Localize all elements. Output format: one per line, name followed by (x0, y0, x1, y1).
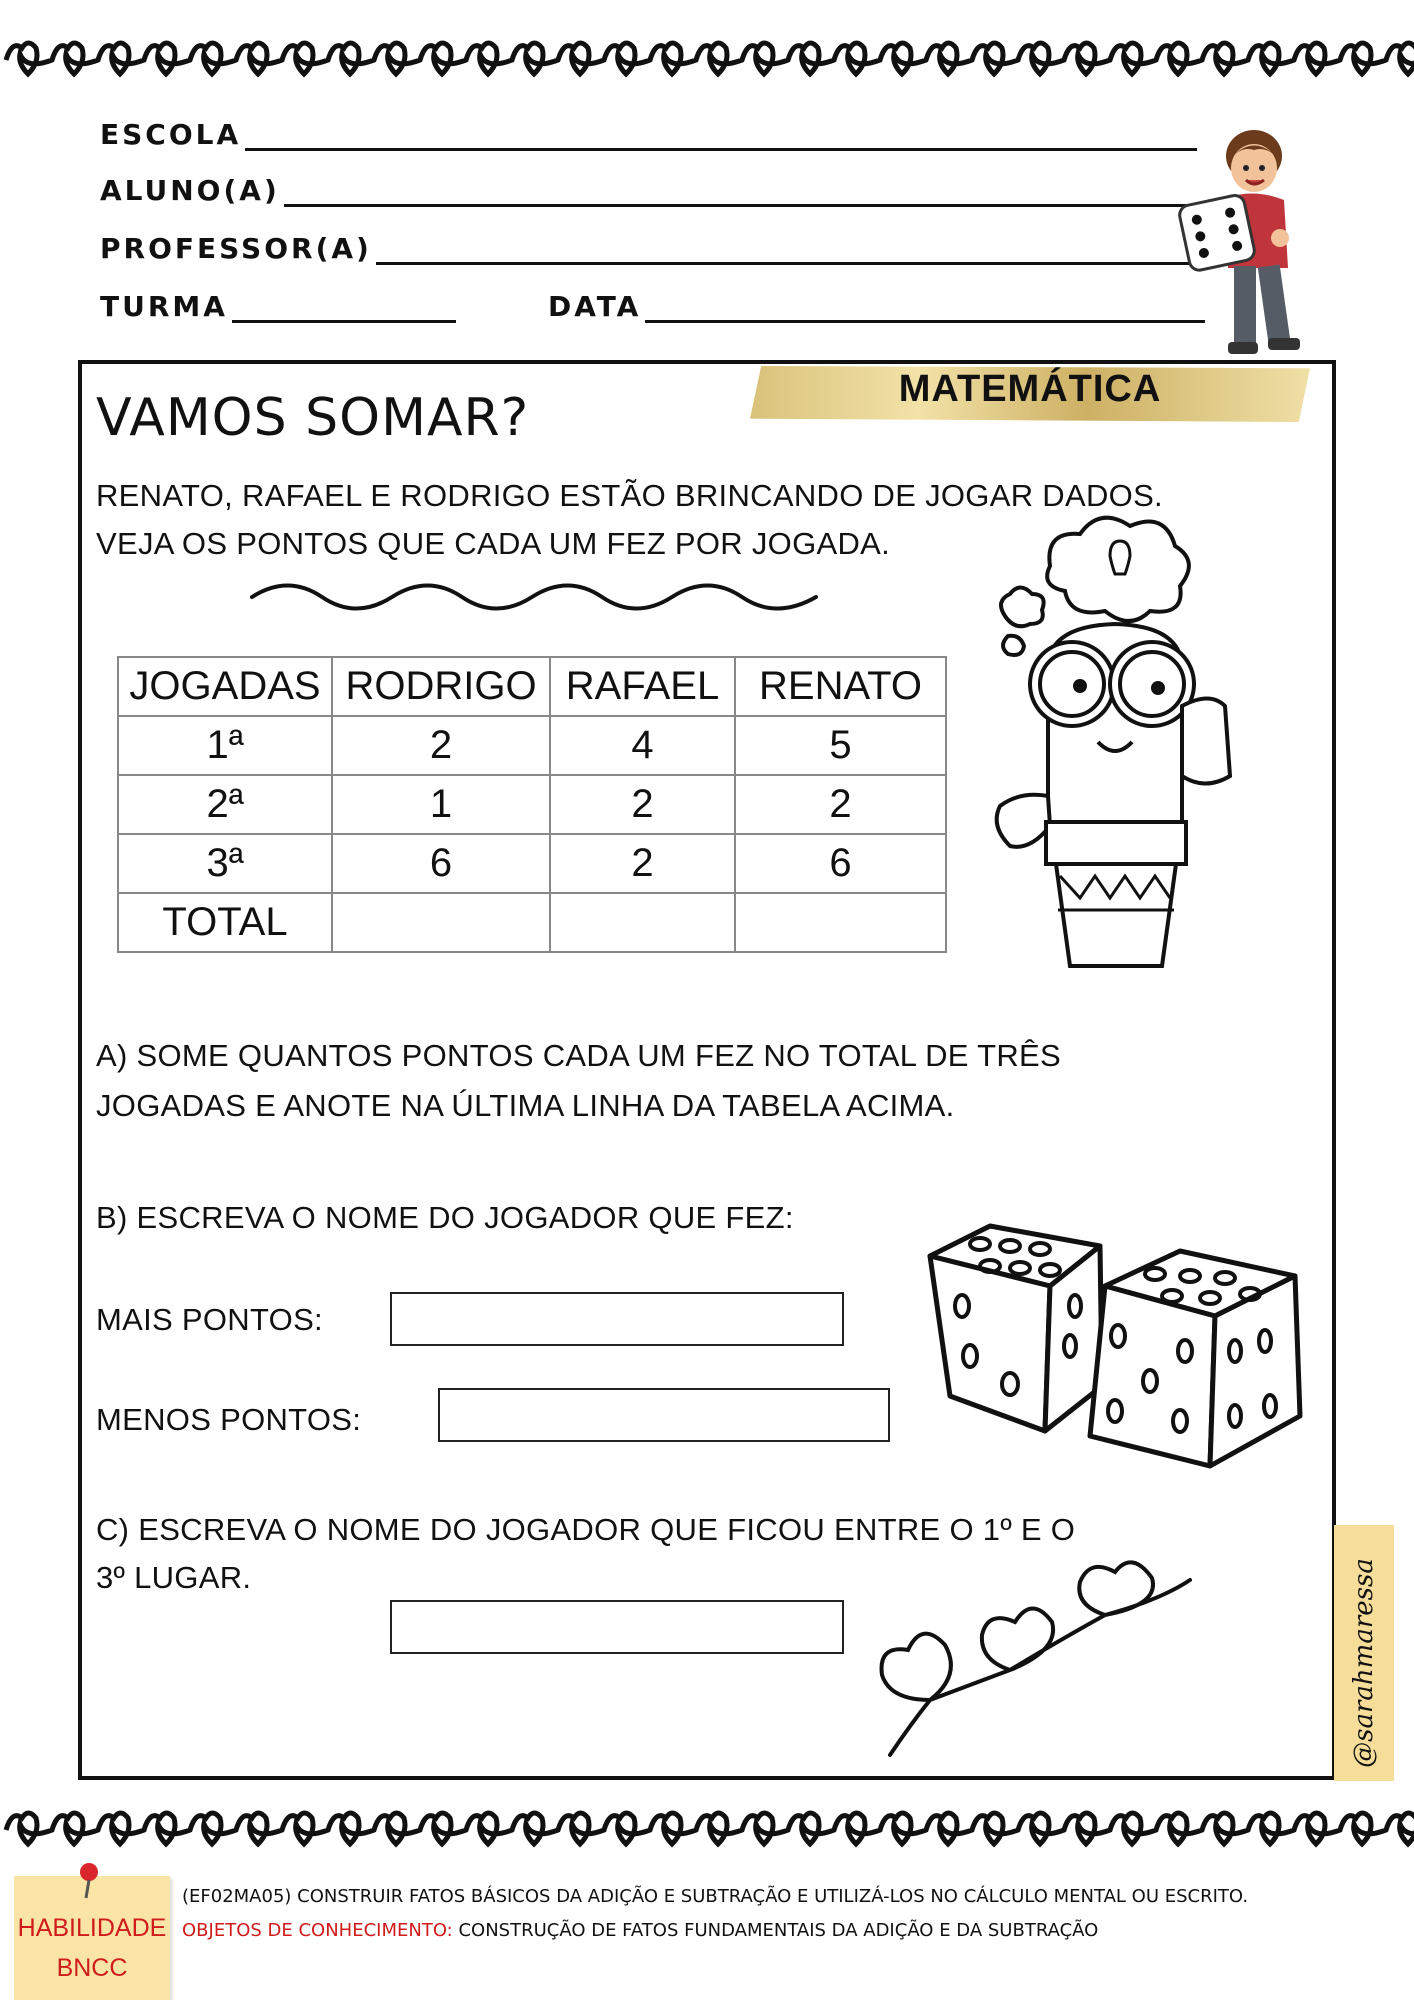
score-cell: 6 (332, 834, 550, 893)
question-c-line-2: 3º LUGAR. (96, 1560, 252, 1595)
score-cell: 2 (550, 775, 735, 834)
total-cell-renato[interactable] (735, 893, 946, 952)
bncc-note-line-2: BNCC (56, 1954, 128, 1982)
table-row (118, 834, 946, 893)
aluno-field (100, 174, 1284, 207)
turma-label: TURMA (100, 290, 228, 323)
bncc-objects-label: OBJETOS DE CONHECIMENTO: (182, 1920, 453, 1941)
intro-line-2: VEJA OS PONTOS QUE CADA UM FEZ POR JOGADA. (96, 526, 891, 561)
round-label: 3ª (118, 834, 332, 893)
professor-field (100, 232, 1204, 265)
aluno-line[interactable] (284, 178, 1284, 207)
bncc-objects (182, 1920, 1098, 1941)
question-c-line-1: C) ESCREVA O NOME DO JOGADOR QUE FICOU ENTRE O 1º E O (96, 1512, 1076, 1547)
menos-pontos-label: MENOS PONTOS: (96, 1402, 362, 1437)
escola-field (100, 118, 1197, 151)
table-header-row (118, 657, 946, 716)
score-cell: 6 (735, 834, 946, 893)
segundo-lugar-answer-box[interactable] (390, 1600, 844, 1654)
author-handle-text: @sarahmaressa (1349, 1558, 1379, 1768)
score-cell: 2 (332, 716, 550, 775)
score-cell: 2 (735, 775, 946, 834)
professor-line[interactable] (376, 236, 1204, 265)
intro-line-1: RENATO, RAFAEL E RODRIGO ESTÃO BRINCANDO DE JOGAR DADOS. (96, 478, 1163, 513)
score-cell: 2 (550, 834, 735, 893)
professor-label: PROFESSOR(A) (100, 232, 372, 265)
menos-pontos-answer-box[interactable] (438, 1388, 890, 1442)
author-handle (1334, 1548, 1394, 1778)
turma-line[interactable] (232, 294, 456, 323)
header-renato: RENATO (735, 657, 946, 716)
cactus-illustration (950, 506, 1312, 968)
data-line[interactable] (645, 294, 1205, 323)
total-cell-rodrigo[interactable] (332, 893, 550, 952)
wavy-underline (250, 574, 822, 620)
data-field (548, 290, 1205, 323)
subject-label: MATEMÁTICA (898, 368, 1162, 410)
aluno-label: ALUNO(A) (100, 174, 280, 207)
table-row (118, 775, 946, 834)
score-cell: 5 (735, 716, 946, 775)
pushpin-icon (74, 1860, 104, 1900)
header-jogadas: JOGADAS (118, 657, 332, 716)
boy-with-dice-illustration (1176, 128, 1346, 360)
total-row (118, 893, 946, 952)
header-rafael: RAFAEL (550, 657, 735, 716)
question-a-line-1: A) SOME QUANTOS PONTOS CADA UM FEZ NO TOTAL DE TRÊS (96, 1038, 1061, 1073)
top-heart-border (0, 30, 1414, 90)
mais-pontos-answer-box[interactable] (390, 1292, 844, 1346)
score-cell: 4 (550, 716, 735, 775)
page-title: VAMOS SOMAR? (96, 388, 530, 448)
header-rodrigo: RODRIGO (332, 657, 550, 716)
escola-line[interactable] (245, 122, 1197, 151)
bncc-note-line-1: HABILIDADE (17, 1914, 167, 1942)
hearts-doodle (870, 1550, 1310, 1760)
data-label: DATA (548, 290, 642, 323)
score-cell: 1 (332, 775, 550, 834)
turma-field (100, 290, 456, 323)
question-b-prompt: B) ESCREVA O NOME DO JOGADOR QUE FEZ: (96, 1200, 794, 1235)
question-a-line-2: JOGADAS E ANOTE NA ÚLTIMA LINHA DA TABELA ACIMA. (96, 1088, 955, 1123)
dice-illustration (910, 1216, 1310, 1476)
round-label: 1ª (118, 716, 332, 775)
escola-label: ESCOLA (100, 118, 242, 151)
score-table (117, 656, 947, 953)
total-label: TOTAL (118, 893, 332, 952)
total-cell-rafael[interactable] (550, 893, 735, 952)
bncc-skill-text: (EF02MA05) CONSTRUIR FATOS BÁSICOS DA ADIÇÃO E SUBTRAÇÃO E UTILIZÁ-LOS NO CÁLCULO MENTAL OU ESCRITO. (182, 1886, 1249, 1907)
round-label: 2ª (118, 775, 332, 834)
bottom-heart-border (0, 1800, 1414, 1860)
table-row (118, 716, 946, 775)
bncc-objects-text: CONSTRUÇÃO DE FATOS FUNDAMENTAIS DA ADIÇÃO E DA SUBTRAÇÃO (452, 1920, 1099, 1941)
mais-pontos-label: MAIS PONTOS: (96, 1302, 323, 1337)
